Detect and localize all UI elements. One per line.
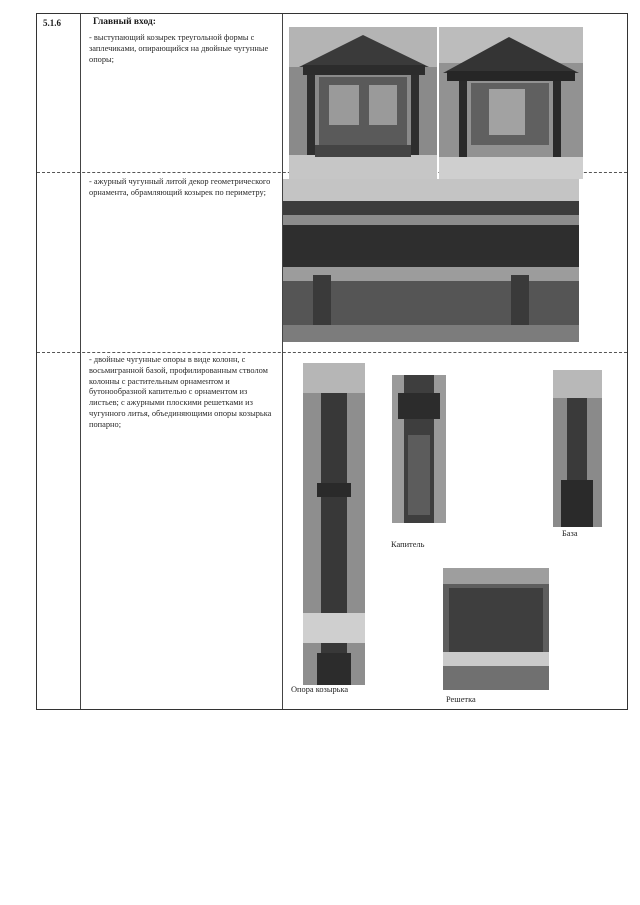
photo-capital [392,375,446,523]
caption-capital: Капитель [391,540,425,549]
item-heading: Главный вход: [93,17,156,27]
description-supports: - двойные чугунные опоры в виде колонн, с восьмигранной базой, профилированным стволом колонны с растительным орнаментом и бутонообразной капителью с орнаментом из листьев; с ажурными плоскими решетками из чугунного литья, объединяющими опоры козырька попарно; [89,355,272,429]
photo-base [553,370,602,527]
column-divider-number [80,14,81,709]
photo-canopy-support [303,363,365,685]
caption-grille: Решетка [446,695,476,704]
caption-support: Опора козырька [291,685,349,694]
item-number: 5.1.6 [43,18,61,28]
photo-porch-canopy-left [289,27,437,179]
caption-base: База [562,529,578,538]
description-canopy: - выступающий козырек треугольной формы с заплечиками, опирающийся на двойные чугунные опоры; [89,33,269,64]
description-cast-decor: - ажурный чугунный литой декор геометрического орнамента, обрамляющий козырек по периметру; [89,177,271,197]
photo-cast-iron-frieze [283,179,579,342]
photo-porch-canopy-right [439,27,583,179]
photo-grille [443,568,549,690]
column-divider-photo [282,14,283,709]
row-divider-2 [37,352,627,353]
